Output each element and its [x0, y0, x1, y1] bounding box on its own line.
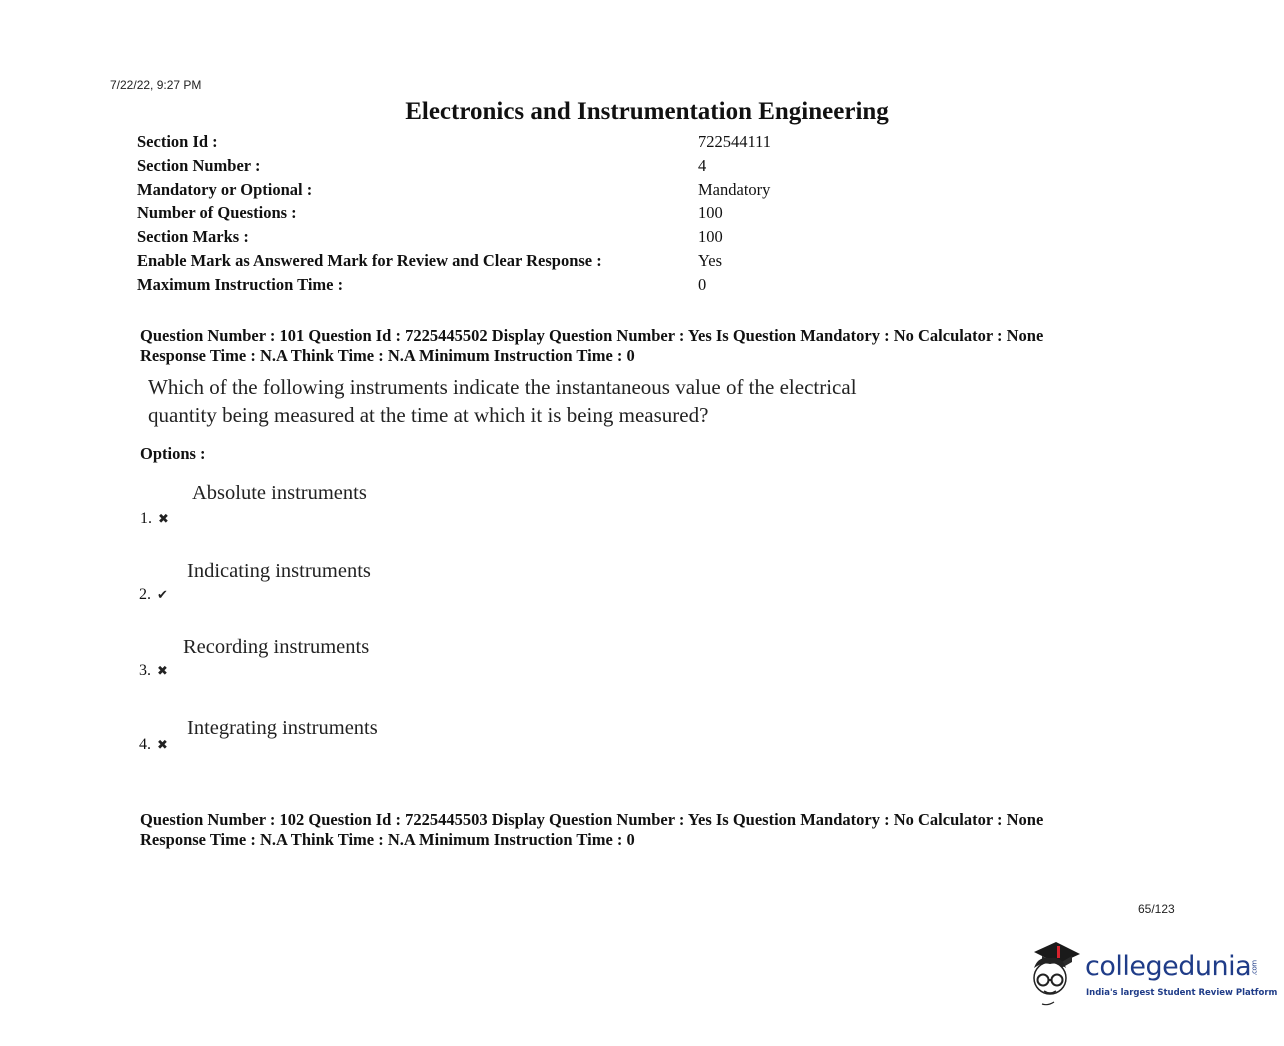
option-number: 4. — [139, 736, 151, 753]
option-2-number — [139, 586, 168, 604]
question-text-line: quantity being measured at the time at which it is being measured? — [148, 403, 709, 427]
question-101-meta — [140, 326, 1043, 366]
brand-tagline: India's largest Student Review Platform — [1086, 988, 1278, 998]
option-number: 1. — [140, 510, 152, 527]
question-102-meta — [140, 810, 1043, 850]
option-number: 3. — [139, 662, 151, 679]
cross-icon: ✖ — [157, 663, 168, 679]
brand-suffix: .com — [1250, 959, 1259, 976]
cross-icon: ✖ — [157, 737, 168, 753]
option-3-text: Recording instruments — [183, 636, 370, 658]
brand-name — [1085, 951, 1262, 982]
info-value: 100 — [698, 203, 723, 223]
info-label: Section Number : — [137, 155, 261, 175]
info-value: Mandatory — [698, 179, 771, 199]
option-4-number — [139, 736, 168, 754]
enable-mark-row — [137, 251, 897, 275]
info-value: 4 — [698, 155, 707, 175]
question-text-line: Which of the following instruments indicate the instantaneous value of the electrical — [148, 375, 857, 399]
cross-icon: ✖ — [158, 511, 169, 527]
page-number: 65/123 — [1138, 902, 1175, 916]
section-number-row — [137, 156, 897, 180]
info-label: Maximum Instruction Time : — [137, 274, 344, 294]
info-label: Number of Questions : — [137, 203, 297, 223]
option-number: 2. — [139, 586, 151, 603]
info-label: Enable Mark as Answered Mark for Review and Clear Response : — [137, 250, 602, 270]
instruction-time-row — [137, 275, 897, 299]
option-2-text: Indicating instruments — [187, 560, 371, 582]
info-value: 100 — [698, 227, 723, 247]
print-timestamp: 7/22/22, 9:27 PM — [110, 78, 202, 92]
info-value: Yes — [698, 250, 723, 270]
option-4-text: Integrating instruments — [187, 717, 378, 739]
section-id-row — [137, 132, 897, 156]
check-icon: ✔ — [157, 587, 168, 603]
brand-wordmark: collegedunia — [1085, 951, 1252, 982]
section-marks-row — [137, 227, 897, 251]
option-1-text: Absolute instruments — [192, 482, 367, 504]
question-meta-line: Response Time : N.A Think Time : N.A Minimum Instruction Time : 0 — [140, 830, 635, 849]
option-3-number — [139, 662, 168, 680]
option-1-number — [140, 510, 169, 528]
info-label: Mandatory or Optional : — [137, 179, 313, 199]
question-meta-line: Question Number : 102 Question Id : 7225445503 Display Question Number : Yes Is Question Mandatory : No Calculator : None — [140, 810, 1044, 829]
question-101-text — [148, 373, 857, 429]
info-label: Section Marks : — [137, 227, 249, 247]
options-heading: Options : — [140, 444, 206, 463]
info-label: Section Id : — [137, 132, 218, 151]
mandatory-row — [137, 180, 897, 204]
question-meta-line: Response Time : N.A Think Time : N.A Minimum Instruction Time : 0 — [140, 346, 635, 365]
question-meta-line: Question Number : 101 Question Id : 7225445502 Display Question Number : Yes Is Question Mandatory : No Calculator : None — [140, 326, 1044, 345]
info-value: 722544111 — [698, 132, 772, 151]
document-title: Electronics and Instrumentation Engineering — [405, 98, 889, 125]
section-info-table — [137, 132, 897, 299]
question-count-row — [137, 203, 897, 227]
info-value: 0 — [698, 274, 707, 294]
